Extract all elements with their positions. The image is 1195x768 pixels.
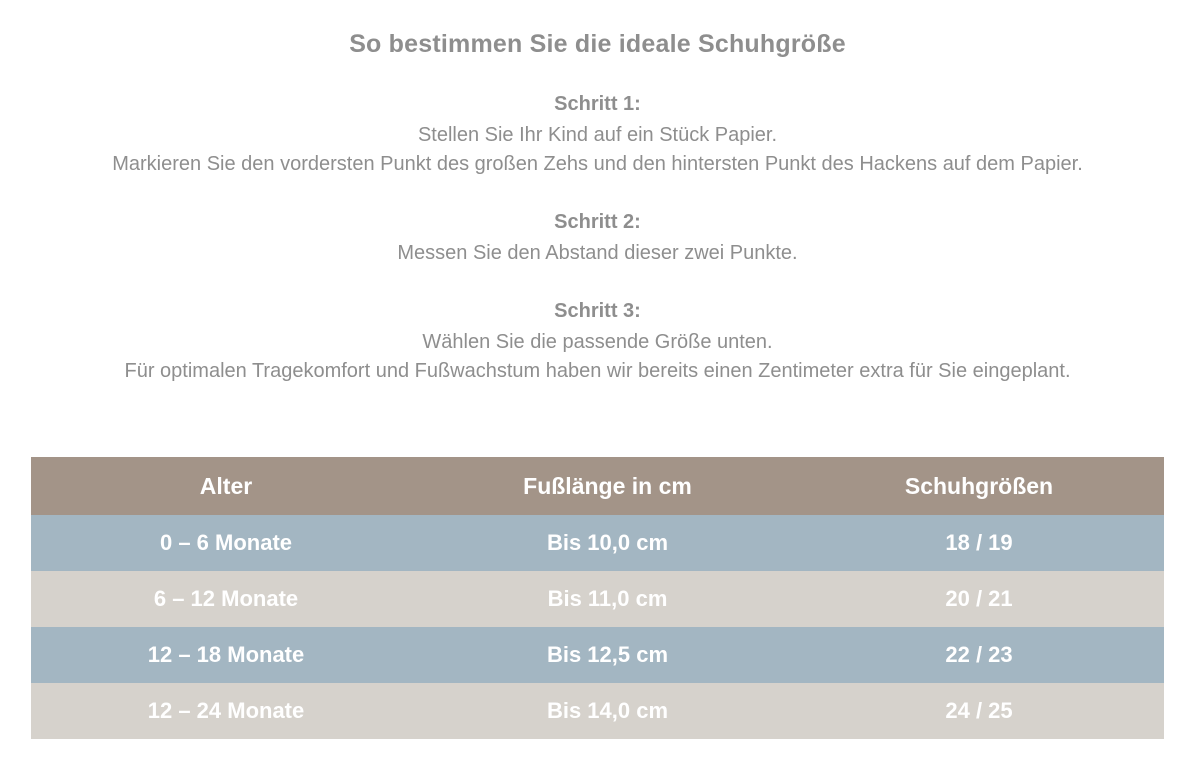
table-header <box>31 457 1164 515</box>
cell-age: 0 – 6 Monate <box>159 530 293 555</box>
step-1-line-1: Stellen Sie Ihr Kind auf ein Stück Papier. <box>417 124 778 146</box>
step-1-line-2: Markieren Sie den vordersten Punkt des großen Zehs und den hintersten Punkt des Hackens auf dem Papier. <box>112 153 1083 175</box>
cell-size: 24 / 25 <box>945 698 1013 723</box>
column-header-size: Schuhgrößen <box>904 472 1054 499</box>
cell-size: 22 / 23 <box>945 642 1013 667</box>
instructions-section <box>0 89 1195 386</box>
table-row <box>31 627 1164 683</box>
cell-age: 6 – 12 Monate <box>153 586 299 611</box>
table-row <box>31 683 1164 739</box>
table-row <box>31 515 1164 571</box>
step-1-heading: Schritt 1: <box>554 93 641 115</box>
step-block-2 <box>0 207 1195 268</box>
column-header-length: Fußlänge in cm <box>523 472 692 499</box>
shoe-size-table <box>31 457 1164 739</box>
step-2-heading: Schritt 2: <box>554 211 641 233</box>
step-3-line-2: Für optimalen Tragekomfort und Fußwachstum haben wir bereits einen Zentimeter extra für Sie eingeplant. <box>124 360 1071 382</box>
cell-length: Bis 10,0 cm <box>546 530 669 555</box>
step-3-line-1: Wählen Sie die passende Größe unten. <box>422 331 773 353</box>
step-block-1 <box>0 89 1195 179</box>
table-body <box>31 515 1164 739</box>
cell-age: 12 – 24 Monate <box>147 698 305 723</box>
column-header-age: Alter <box>199 472 253 499</box>
step-block-3 <box>0 296 1195 386</box>
cell-size: 18 / 19 <box>945 530 1013 555</box>
cell-length: Bis 11,0 cm <box>547 586 668 611</box>
cell-length: Bis 12,5 cm <box>546 642 669 667</box>
cell-size: 20 / 21 <box>945 586 1013 611</box>
table-row <box>31 571 1164 627</box>
step-2-line-1: Messen Sie den Abstand dieser zwei Punkte. <box>397 242 798 264</box>
cell-length: Bis 14,0 cm <box>546 698 669 723</box>
step-3-heading: Schritt 3: <box>554 300 641 322</box>
table-header-row <box>31 457 1164 515</box>
page-title: So bestimmen Sie die ideale Schuhgröße <box>349 30 846 58</box>
cell-age: 12 – 18 Monate <box>147 642 305 667</box>
